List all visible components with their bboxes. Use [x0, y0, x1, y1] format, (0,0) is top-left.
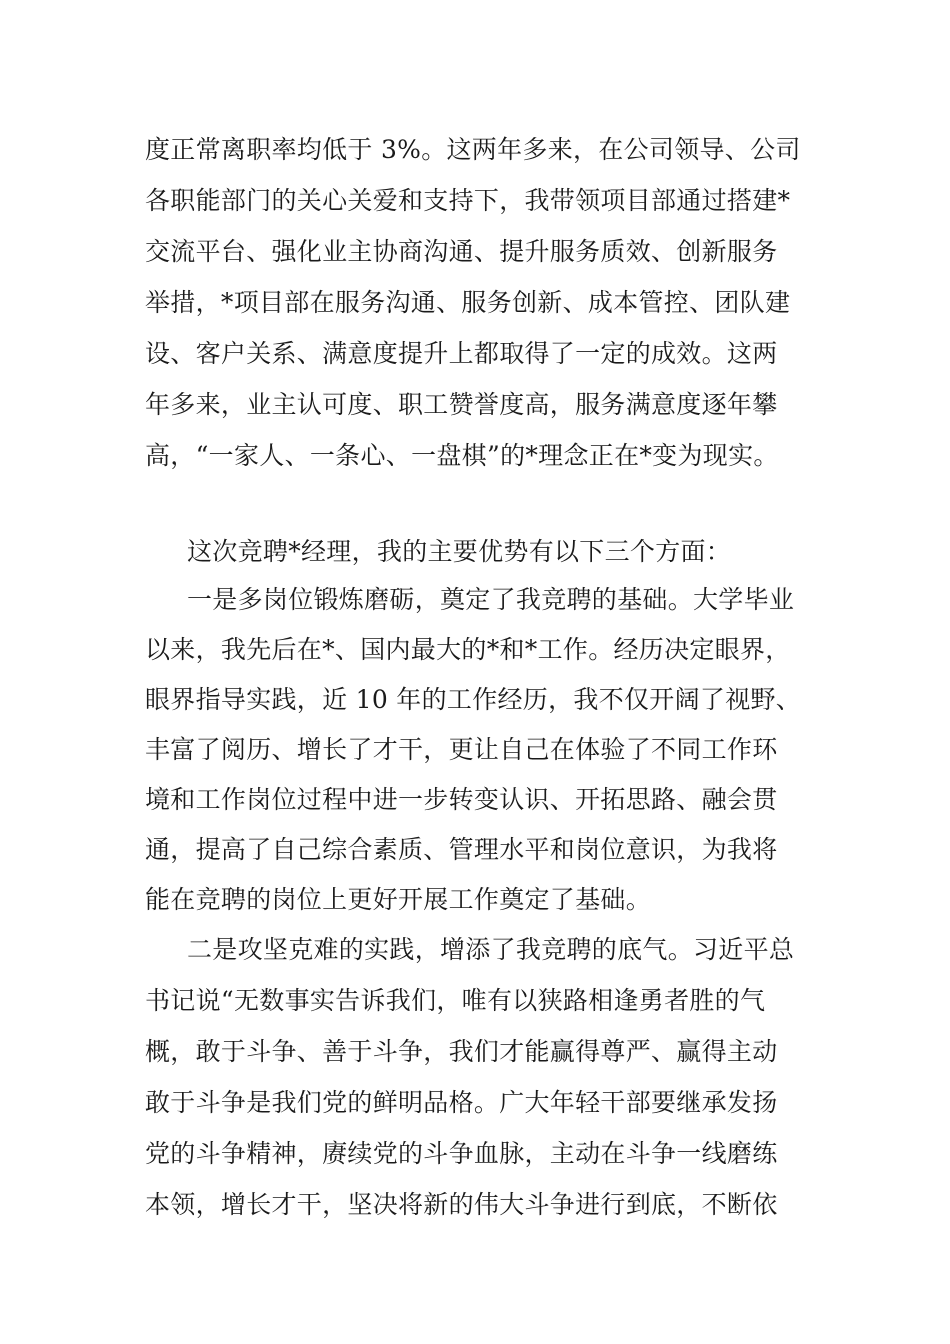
paragraph-line: 概，敢于斗争、善于斗争，我们才能赢得尊严、赢得主动 [145, 1037, 778, 1066]
paragraph-line: 高，“一家人、一条心、一盘棋”的*理念正在*变为现实。 [145, 441, 779, 470]
paragraph-line: 丰富了阅历、增长了才干，更让自己在体验了不同工作环 [145, 735, 778, 764]
paragraph-line: 敢于斗争是我们党的鲜明品格。广大年轻干部要继承发扬 [145, 1088, 778, 1117]
paragraph-line: 党的斗争精神，赓续党的斗争血脉，主动在斗争一线磨练 [145, 1139, 778, 1168]
section-intro-line: 这次竞聘*经理，我的主要优势有以下三个方面： [187, 537, 732, 566]
paragraph-line: 设、客户关系、满意度提升上都取得了一定的成效。这两 [145, 339, 778, 368]
paragraph-line: 以来，我先后在*、国内最大的*和*工作。经历决定眼界， [145, 635, 791, 664]
paragraph-line: 年多来，业主认可度、职工赞誉度高，服务满意度逐年攀 [145, 390, 778, 419]
paragraph-line: 度正常离职率均低于 3%。这两年多来，在公司领导、公司 [145, 135, 801, 164]
paragraph-line: 本领，增长才干，坚决将新的伟大斗争进行到底，不断依 [145, 1190, 778, 1219]
paragraph-line: 眼界指导实践，近 10 年的工作经历，我不仅开阔了视野、 [145, 685, 802, 714]
paragraph-line: 各职能部门的关心关爱和支持下，我带领项目部通过搭建* [145, 186, 791, 215]
paragraph-line: 境和工作岗位过程中进一步转变认识、开拓思路、融会贯 [145, 785, 778, 814]
paragraph-line: 能在竞聘的岗位上更好开展工作奠定了基础。 [145, 885, 652, 914]
paragraph-line: 一是多岗位锻炼磨砺，奠定了我竞聘的基础。大学毕业 [187, 585, 795, 614]
paragraph-line: 书记说“无数事实告诉我们，唯有以狭路相逢勇者胜的气 [145, 986, 766, 1015]
paragraph-line: 交流平台、强化业主协商沟通、提升服务质效、创新服务 [145, 237, 778, 266]
paragraph-line: 二是攻坚克难的实践，增添了我竞聘的底气。习近平总 [187, 935, 795, 964]
paragraph-line: 通，提高了自己综合素质、管理水平和岗位意识，为我将 [145, 835, 778, 864]
paragraph-line: 举措，*项目部在服务沟通、服务创新、成本管控、团队建 [145, 288, 791, 317]
